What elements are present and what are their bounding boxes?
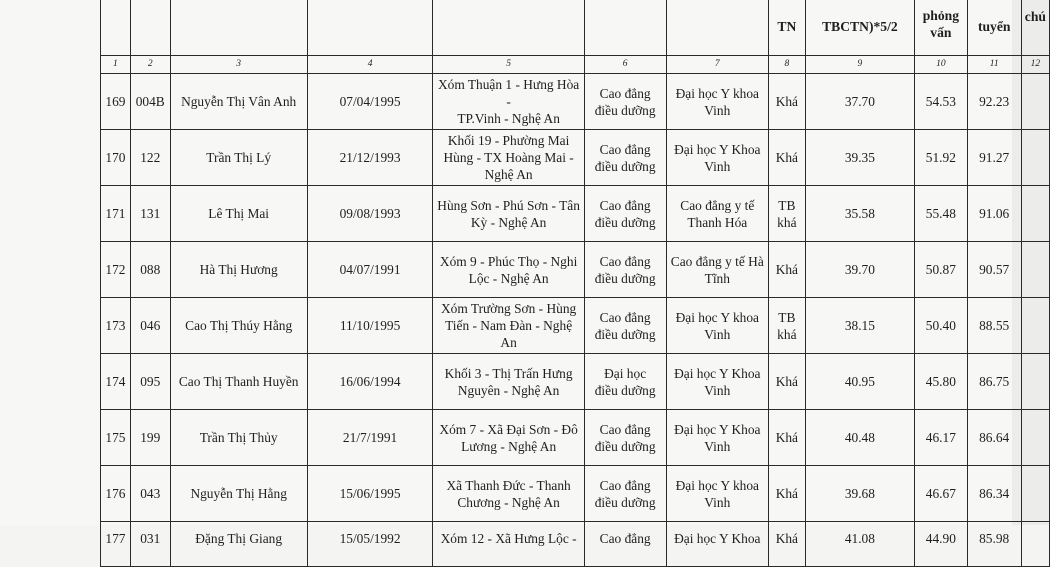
total-score-cell-line: 86.75	[979, 374, 1010, 389]
candidate-name-cell	[170, 410, 307, 466]
degree-cell	[584, 410, 666, 466]
column-number: 5	[433, 56, 584, 74]
header-cell	[433, 0, 584, 56]
candidate-name-cell-line: Lê Thị Mai	[208, 206, 270, 221]
gpa-score-cell	[805, 298, 914, 354]
row-index-cell	[101, 522, 131, 567]
school-cell	[666, 242, 769, 298]
degree-cell-line: Cao đẳng	[599, 197, 651, 213]
birth-date-cell	[307, 242, 433, 298]
school-cell-line: Vinh	[704, 382, 731, 398]
address-cell-line: Hùng Sơn - Phú Sơn - Tân	[437, 197, 580, 213]
address-cell-line: Kỳ - Nghệ An	[470, 214, 547, 230]
header-interview	[915, 0, 967, 56]
note-cell	[1021, 186, 1049, 242]
candidate-name-cell	[170, 186, 307, 242]
school-cell	[666, 410, 769, 466]
row-index-cell	[101, 298, 131, 354]
birth-date-cell-line: 09/08/1993	[339, 206, 401, 221]
interview-score-cell-line: 55.48	[925, 206, 956, 221]
graduation-rank-cell-line: TB	[778, 197, 796, 213]
candidate-name-cell	[170, 242, 307, 298]
address-cell	[433, 242, 584, 298]
row-index-cell-line: 173	[105, 318, 126, 333]
birth-date-cell	[307, 466, 433, 522]
address-cell-line: Lương - Nghệ An	[461, 438, 557, 454]
school-cell	[666, 74, 769, 130]
interview-score-cell	[915, 74, 967, 130]
table-row	[101, 74, 1050, 130]
interview-score-cell	[915, 466, 967, 522]
birth-date-cell-line: 15/05/1992	[339, 531, 401, 546]
gpa-score-cell-line: 41.08	[844, 531, 875, 546]
degree-cell	[584, 242, 666, 298]
candidate-results-table	[100, 0, 1050, 567]
candidate-code-cell-line: 131	[140, 206, 161, 221]
column-number: 10	[915, 56, 967, 74]
address-cell-line: TP.Vinh - Nghệ An	[457, 111, 560, 126]
birth-date-cell	[307, 298, 433, 354]
interview-score-cell	[915, 130, 967, 186]
interview-score-cell-line: 54.53	[925, 94, 956, 109]
gpa-score-cell-line: 39.70	[844, 262, 875, 277]
school-cell	[666, 466, 769, 522]
school-cell	[666, 130, 769, 186]
interview-score-cell	[915, 186, 967, 242]
column-number: 11	[967, 56, 1021, 74]
school-cell-line: Vinh	[704, 158, 731, 174]
birth-date-cell	[307, 186, 433, 242]
row-index-cell-line: 177	[105, 531, 126, 546]
total-score-cell-line: 86.34	[979, 486, 1010, 501]
gpa-score-cell	[805, 410, 914, 466]
header-interview-line2: vấn	[930, 25, 952, 40]
candidate-code-cell	[130, 186, 170, 242]
degree-cell-line: điều dưỡng	[594, 382, 656, 398]
address-cell-line: Chương - Nghệ An	[457, 494, 560, 510]
school-cell-line: Đại học Y khoa	[675, 85, 759, 101]
address-cell-line: Xóm Thuận 1 - Hưng Hòa -	[437, 77, 580, 109]
interview-score-cell	[915, 298, 967, 354]
birth-date-cell-line: 21/12/1993	[339, 150, 401, 165]
birth-date-cell-line: 07/04/1995	[339, 94, 401, 109]
degree-cell-line: Đại học	[604, 365, 647, 381]
gpa-score-cell-line: 38.15	[844, 318, 875, 333]
candidate-code-cell-line: 004B	[135, 94, 165, 109]
row-index-cell	[101, 354, 131, 410]
column-number: 3	[170, 56, 307, 74]
total-score-cell	[967, 410, 1021, 466]
table-row	[101, 298, 1050, 354]
gpa-score-cell-line: 37.70	[844, 94, 875, 109]
degree-cell	[584, 298, 666, 354]
interview-score-cell-line: 51.92	[925, 150, 956, 165]
total-score-cell-line: 86.64	[979, 430, 1010, 445]
degree-cell-line: Cao đẳng	[599, 531, 651, 546]
column-number: 12	[1021, 56, 1049, 74]
header-cell	[307, 0, 433, 56]
graduation-rank-cell	[769, 186, 806, 242]
school-cell-line: Cao đẳng y tế	[680, 197, 755, 213]
header-interview-line1: phỏng	[922, 8, 959, 23]
graduation-rank-cell	[769, 242, 806, 298]
row-index-cell	[101, 186, 131, 242]
degree-cell	[584, 522, 666, 567]
row-index-cell-line: 175	[105, 430, 126, 445]
degree-cell-line: điều dưỡng	[594, 102, 656, 118]
address-cell-line: Xóm 12 - Xã Hưng Lộc -	[440, 531, 577, 546]
degree-cell-line: điều dưỡng	[594, 270, 656, 286]
candidate-name-cell	[170, 298, 307, 354]
degree-cell-line: điều dưỡng	[594, 438, 656, 454]
gpa-score-cell-line: 40.48	[844, 430, 875, 445]
candidate-code-cell	[130, 242, 170, 298]
interview-score-cell	[915, 522, 967, 567]
address-cell-line: Xóm 9 - Phúc Thọ - Nghi	[439, 253, 578, 269]
table-row	[101, 186, 1050, 242]
school-cell-line: Cao đẳng y tế Hà	[670, 253, 764, 269]
address-cell-line: Khối 3 - Thị Trấn Hưng	[444, 365, 573, 381]
school-cell	[666, 354, 769, 410]
table-row	[101, 410, 1050, 466]
address-cell-line: Nghệ An	[484, 167, 533, 182]
interview-score-cell-line: 50.87	[925, 262, 956, 277]
total-score-cell-line: 91.06	[979, 206, 1010, 221]
table-row	[101, 466, 1050, 522]
gpa-score-cell-line: 39.68	[844, 486, 875, 501]
candidate-code-cell-line: 031	[140, 531, 161, 546]
candidate-code-cell	[130, 410, 170, 466]
address-cell	[433, 74, 584, 130]
address-cell	[433, 466, 584, 522]
gpa-score-cell	[805, 74, 914, 130]
graduation-rank-cell	[769, 410, 806, 466]
graduation-rank-cell	[769, 130, 806, 186]
address-cell	[433, 298, 584, 354]
degree-cell-line: Cao đẳng	[599, 253, 651, 269]
total-score-cell	[967, 242, 1021, 298]
total-score-cell-line: 92.23	[979, 94, 1010, 109]
degree-cell-line: Cao đẳng	[599, 85, 651, 101]
graduation-rank-cell-line: khá	[777, 214, 797, 230]
birth-date-cell-line: 11/10/1995	[339, 318, 401, 333]
column-number: 2	[130, 56, 170, 74]
table-header-row	[101, 0, 1050, 56]
graduation-rank-cell	[769, 298, 806, 354]
table-row	[101, 354, 1050, 410]
graduation-rank-cell-line: Khá	[775, 430, 798, 445]
address-cell	[433, 186, 584, 242]
total-score-cell-line: 88.55	[979, 318, 1010, 333]
graduation-rank-cell-line: Khá	[775, 531, 798, 546]
header-cell	[170, 0, 307, 56]
total-score-cell	[967, 186, 1021, 242]
table-row	[101, 522, 1050, 567]
interview-score-cell	[915, 410, 967, 466]
degree-cell-line: Cao đẳng	[599, 141, 651, 157]
school-cell-line: Đại học Y Khoa	[674, 365, 761, 381]
graduation-rank-cell-line: Khá	[775, 262, 798, 277]
row-index-cell-line: 174	[105, 374, 126, 389]
column-number: 4	[307, 56, 433, 74]
address-cell	[433, 522, 584, 567]
gpa-score-cell	[805, 522, 914, 567]
birth-date-cell-line: 21/7/1991	[342, 430, 398, 445]
column-number: 8	[769, 56, 806, 74]
row-index-cell-line: 169	[105, 94, 126, 109]
note-cell	[1021, 130, 1049, 186]
birth-date-cell	[307, 410, 433, 466]
candidate-code-cell-line: 088	[140, 262, 161, 277]
gpa-score-cell-line: 39.35	[844, 150, 875, 165]
school-cell-line: Đại học Y Khoa	[674, 531, 761, 546]
degree-cell-line: điều dưỡng	[594, 214, 656, 230]
header-admission-total: tuyển	[967, 0, 1021, 56]
gpa-score-cell	[805, 186, 914, 242]
column-number: 6	[584, 56, 666, 74]
school-cell	[666, 298, 769, 354]
address-cell	[433, 130, 584, 186]
total-score-cell-line: 90.57	[979, 262, 1010, 277]
degree-cell	[584, 186, 666, 242]
column-number: 1	[101, 56, 131, 74]
gpa-score-cell	[805, 242, 914, 298]
table-row	[101, 130, 1050, 186]
candidate-code-cell-line: 046	[140, 318, 161, 333]
degree-cell	[584, 466, 666, 522]
total-score-cell	[967, 130, 1021, 186]
candidate-code-cell	[130, 74, 170, 130]
interview-score-cell-line: 50.40	[925, 318, 956, 333]
header-gpa-score: TBCTN)*5/2	[805, 0, 914, 56]
candidate-code-cell	[130, 354, 170, 410]
note-cell	[1021, 354, 1049, 410]
school-cell-line: Thanh Hóa	[687, 214, 748, 230]
candidate-name-cell-line: Hà Thị Hương	[199, 262, 278, 277]
candidate-name-cell	[170, 74, 307, 130]
school-cell-line: Vinh	[704, 102, 731, 118]
school-cell-line: Đại học Y khoa	[675, 309, 759, 325]
candidate-name-cell-line: Đặng Thị Giang	[195, 531, 283, 546]
address-cell-line: Tiến - Nam Đàn - Nghệ An	[445, 318, 573, 350]
total-score-cell	[967, 466, 1021, 522]
total-score-cell	[967, 74, 1021, 130]
degree-cell	[584, 130, 666, 186]
table-row	[101, 242, 1050, 298]
address-cell-line: Xã Thanh Đức - Thanh	[446, 477, 571, 493]
candidate-code-cell	[130, 522, 170, 567]
candidate-name-cell-line: Cao Thị Thúy Hằng	[185, 318, 293, 333]
candidate-code-cell-line: 199	[140, 430, 161, 445]
degree-cell-line: điều dưỡng	[594, 494, 656, 510]
school-cell-line: Đại học Y Khoa	[674, 421, 761, 437]
gpa-score-cell	[805, 130, 914, 186]
column-number-row	[101, 56, 1050, 74]
school-cell-line: Tĩnh	[704, 270, 730, 286]
degree-cell	[584, 74, 666, 130]
graduation-rank-cell	[769, 466, 806, 522]
note-cell	[1021, 298, 1049, 354]
candidate-name-cell	[170, 354, 307, 410]
gpa-score-cell-line: 35.58	[844, 206, 875, 221]
interview-score-cell	[915, 242, 967, 298]
graduation-rank-cell-line: Khá	[775, 486, 798, 501]
column-number: 9	[805, 56, 914, 74]
total-score-cell-line: 91.27	[979, 150, 1010, 165]
degree-cell-line: Cao đẳng	[599, 477, 651, 493]
row-index-cell-line: 172	[105, 262, 126, 277]
graduation-rank-cell-line: khá	[777, 326, 797, 342]
header-cell	[666, 0, 769, 56]
note-cell	[1021, 466, 1049, 522]
school-cell-line: Vinh	[704, 326, 731, 342]
school-cell	[666, 186, 769, 242]
birth-date-cell-line: 15/06/1995	[339, 486, 401, 501]
school-cell-line: Đại học Y khoa	[675, 477, 759, 493]
gpa-score-cell-line: 40.95	[844, 374, 875, 389]
total-score-cell	[967, 354, 1021, 410]
graduation-rank-cell-line: Khá	[775, 150, 798, 165]
interview-score-cell-line: 46.17	[925, 430, 956, 445]
graduation-rank-cell	[769, 354, 806, 410]
candidate-name-cell	[170, 522, 307, 567]
row-index-cell	[101, 410, 131, 466]
interview-score-cell-line: 44.90	[925, 531, 956, 546]
birth-date-cell	[307, 354, 433, 410]
row-index-cell	[101, 130, 131, 186]
candidate-code-cell-line: 043	[140, 486, 161, 501]
header-cell	[130, 0, 170, 56]
degree-cell-line: điều dưỡng	[594, 326, 656, 342]
candidate-name-cell-line: Cao Thị Thanh Huyền	[178, 374, 299, 389]
birth-date-cell-line: 04/07/1991	[339, 262, 401, 277]
candidate-name-cell-line: Trần Thị Thủy	[199, 430, 278, 445]
address-cell-line: Xóm 7 - Xã Đại Sơn - Đô	[439, 421, 578, 437]
address-cell-line: Xóm Trường Sơn - Hùng	[440, 301, 577, 316]
note-cell	[1021, 74, 1049, 130]
header-cell	[584, 0, 666, 56]
birth-date-cell	[307, 522, 433, 567]
interview-score-cell	[915, 354, 967, 410]
candidate-code-cell	[130, 298, 170, 354]
candidate-name-cell	[170, 130, 307, 186]
row-index-cell-line: 170	[105, 150, 126, 165]
candidate-name-cell-line: Nguyễn Thị Vân Anh	[181, 94, 297, 109]
candidate-code-cell	[130, 130, 170, 186]
address-cell-line: Nguyên - Nghệ An	[457, 382, 560, 398]
degree-cell-line: điều dưỡng	[594, 158, 656, 174]
note-cell	[1021, 522, 1049, 567]
school-cell	[666, 522, 769, 567]
column-number: 7	[666, 56, 769, 74]
school-cell-line: Đại học Y Khoa	[674, 141, 761, 157]
interview-score-cell-line: 46.67	[925, 486, 956, 501]
address-cell	[433, 410, 584, 466]
birth-date-cell	[307, 74, 433, 130]
gpa-score-cell	[805, 466, 914, 522]
row-index-cell	[101, 466, 131, 522]
candidate-code-cell-line: 095	[140, 374, 161, 389]
candidate-name-cell-line: Trần Thị Lý	[206, 150, 272, 165]
header-graduation-rank: TN	[769, 0, 806, 56]
gpa-score-cell	[805, 354, 914, 410]
degree-cell-line: Cao đẳng	[599, 309, 651, 325]
note-cell	[1021, 242, 1049, 298]
header-cell	[101, 0, 131, 56]
birth-date-cell-line: 16/06/1994	[339, 374, 401, 389]
interview-score-cell-line: 45.80	[925, 374, 956, 389]
total-score-cell	[967, 522, 1021, 567]
school-cell-line: Vinh	[704, 494, 731, 510]
school-cell-line: Vinh	[704, 438, 731, 454]
row-index-cell-line: 176	[105, 486, 126, 501]
note-cell	[1021, 410, 1049, 466]
candidate-name-cell-line: Nguyễn Thị Hằng	[190, 486, 287, 501]
address-cell-line: Hùng - TX Hoàng Mai -	[443, 150, 574, 165]
candidate-name-cell	[170, 466, 307, 522]
header-note: chú	[1021, 0, 1049, 56]
candidate-code-cell	[130, 466, 170, 522]
graduation-rank-cell-line: TB	[778, 309, 796, 325]
birth-date-cell	[307, 130, 433, 186]
address-cell-line: Khối 19 - Phường Mai	[447, 133, 570, 148]
degree-cell-line: Cao đẳng	[599, 421, 651, 437]
candidate-code-cell-line: 122	[140, 150, 161, 165]
graduation-rank-cell	[769, 74, 806, 130]
graduation-rank-cell-line: Khá	[775, 94, 798, 109]
row-index-cell	[101, 74, 131, 130]
address-cell-line: Lộc - Nghệ An	[468, 270, 549, 286]
degree-cell	[584, 354, 666, 410]
graduation-rank-cell-line: Khá	[775, 374, 798, 389]
graduation-rank-cell	[769, 522, 806, 567]
total-score-cell	[967, 298, 1021, 354]
address-cell	[433, 354, 584, 410]
row-index-cell	[101, 242, 131, 298]
total-score-cell-line: 85.98	[979, 531, 1010, 546]
row-index-cell-line: 171	[105, 206, 126, 221]
